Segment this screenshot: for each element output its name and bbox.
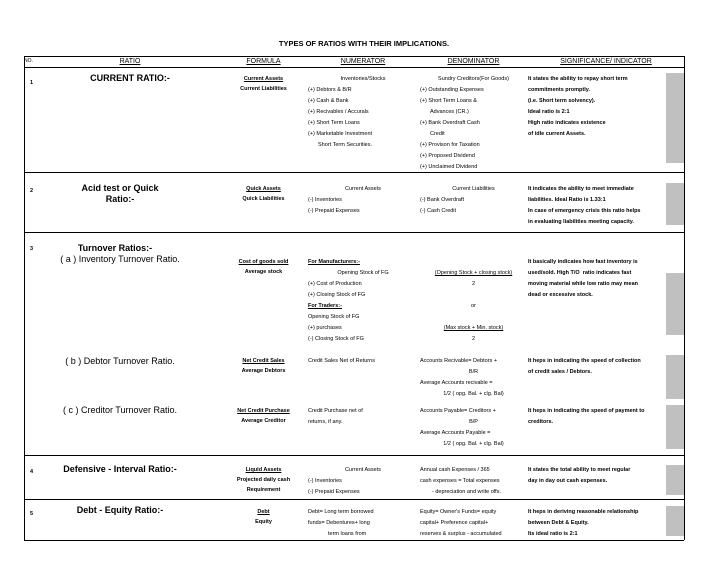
- formula-denominator: Average stock: [244, 269, 283, 275]
- ratio-name: Defensive - Interval Ratio:-: [63, 464, 177, 474]
- numerator-line: (+) purchases: [308, 325, 342, 331]
- row-rule: [24, 540, 684, 541]
- numerator-line: funds= Debentures+ long: [308, 520, 370, 526]
- denominator-line: (+) Unclaimed Dividend: [420, 164, 478, 170]
- header-bottom-rule: [24, 67, 684, 68]
- significance-line: of idle current Assets.: [528, 131, 586, 137]
- denominator-line: (-) Cash Credit: [420, 208, 457, 214]
- formula-denominator: Average Debtors: [241, 368, 286, 374]
- numerator-line: Debt= Long term borrowed: [308, 509, 374, 515]
- formula-denominator: Quick Liabilities: [242, 196, 285, 202]
- significance-line: It heps in indicating the speed of collection: [528, 358, 641, 364]
- formula-denominator: Current Liabilities: [240, 86, 287, 92]
- denominator-line: B/R: [468, 369, 479, 375]
- significance-line: commitments promptly.: [528, 87, 590, 93]
- sheet-title: TYPES OF RATIOS WITH THEIR IMPLICATIONS.: [278, 39, 450, 48]
- header-no: NO.: [24, 58, 33, 64]
- numerator-line: For Traders:-: [308, 303, 342, 309]
- denominator-line: (-) Bank Overdraft: [420, 197, 465, 203]
- formula-numerator: Net Credit Sales: [242, 358, 285, 364]
- numerator-line: Current Assets: [344, 467, 382, 473]
- ratio-name: ( c ) Creditor Turnover Ratio.: [62, 405, 178, 415]
- formula-denominator: Equity: [255, 519, 272, 525]
- numerator-line: For Manufacturers:-: [308, 259, 360, 265]
- denominator-line: cash expenses = Total expenses: [420, 478, 500, 484]
- ratio-name: Debt - Equity Ratio:-: [76, 505, 164, 515]
- denominator-line: Accounts Payable= Creditors +: [420, 408, 496, 414]
- significance-line: moving material while low ratio may mean: [528, 281, 639, 287]
- numerator-line: Current Assets: [344, 186, 382, 192]
- ratio-name: ( b ) Debtor Turnover Ratio.: [65, 356, 175, 366]
- row-number: 4: [30, 469, 34, 475]
- denominator-line: 1/2 ( opg. Bal. + clg. Bal): [443, 391, 504, 397]
- numerator-line: Credit Sales Net of Returns: [308, 358, 375, 364]
- formula-numerator: Cost of goods sold: [238, 259, 289, 265]
- significance-line: In case of emergency crisis this ratio helps: [528, 208, 641, 214]
- ratio-group-name: Turnover Ratios:-: [77, 243, 153, 253]
- denominator-line: (Opening Stock + closing stock): [434, 270, 513, 276]
- significance-line: High ratio indicates existence: [528, 120, 606, 126]
- formula-denominator: Average Creditor: [241, 418, 286, 424]
- denominator-line: 2: [471, 281, 476, 287]
- formula-numerator: Net Credit Purchase: [237, 408, 290, 414]
- header-denominator: DENOMINATOR: [447, 58, 500, 65]
- numerator-line: (-) Inventories: [308, 478, 342, 484]
- significance-line: It heps in deriving reasonable relationship: [528, 509, 639, 515]
- denominator-line: 1/2 ( opg. Bal. + clg. Bal): [443, 441, 504, 447]
- ratio-name: Acid test or Quick Ratio:-: [81, 183, 159, 204]
- significance-line: creditors.: [528, 419, 554, 425]
- col-rule: [684, 56, 685, 540]
- numerator-line: (-) Prepaid Expenses: [308, 489, 360, 495]
- row-number: 1: [30, 80, 34, 86]
- numerator-line: Credit Purchase net of: [308, 408, 363, 414]
- numerator-line: (-) Inventories: [308, 197, 342, 203]
- numerator-line: Short Term Securities.: [318, 142, 373, 148]
- numerator-line: (+) Recivables / Accurals: [308, 109, 369, 115]
- significance-line: It states the ability to repay short term: [528, 76, 628, 82]
- numerator-line: returns, if any.: [308, 419, 343, 425]
- significance-line: It indicates the ability to meet immediate: [528, 186, 634, 192]
- row-rule: [24, 232, 684, 233]
- denominator-line: Equity= Owner's Funds= equity: [420, 509, 497, 515]
- formula-numerator: Liquid Assets: [245, 467, 282, 473]
- numerator-line: term loans from: [328, 531, 367, 537]
- numerator-line: (+) Debtors & B/R: [308, 87, 352, 93]
- row-number: 3: [30, 246, 34, 252]
- numerator-line: Opening Stock of FG: [308, 314, 360, 320]
- significance-line: of credit sales / Debtors.: [528, 369, 592, 375]
- ratio-name: ( a ) Inventory Turnover Ratio.: [60, 254, 180, 264]
- numerator-line: Opening Stock of FG: [337, 270, 389, 276]
- significance-line: It heps in indicating the speed of payment to: [528, 408, 645, 414]
- denominator-line: reserves & surplus - accumulated: [420, 531, 502, 537]
- denominator-line: (+) Proposed Dividend: [420, 153, 475, 159]
- denominator-line: capital+ Preference capital+: [420, 520, 489, 526]
- denominator-line: Sundry Creditors(For Goods): [438, 76, 509, 82]
- numerator-line: (-) Prepaid Expenses: [308, 208, 360, 214]
- row-number: 2: [30, 188, 34, 194]
- header-numerator: NUMERATOR: [340, 58, 386, 65]
- denominator-line: (+) Provison for Taxation: [420, 142, 480, 148]
- numerator-line: (+) Closing Stock of FG: [308, 292, 366, 298]
- denominator-line: (+) Outstanding Expenses: [420, 87, 484, 93]
- formula-denominator: Projected daily cash: [236, 477, 291, 483]
- denominator-line: - depreciation and write offs.: [432, 489, 501, 495]
- denominator-line: Current Liabilities: [452, 186, 495, 192]
- col-rule: [24, 56, 25, 540]
- row-number: 5: [30, 511, 34, 517]
- denominator-line: or: [471, 303, 476, 309]
- numerator-line: (+) Marketable Investment: [308, 131, 373, 137]
- header-formula: FORMULA: [246, 58, 281, 65]
- header-ratio: RATIO: [119, 58, 141, 65]
- significance-line: It basically indicates how fast inventory is: [528, 259, 638, 265]
- significance-line: between Debt & Equity.: [528, 520, 589, 526]
- significance-line: in evaluating liabilities meeting capacity.: [528, 219, 634, 225]
- denominator-line: (+) Bank Overdraft Cash: [420, 120, 480, 126]
- denominator-line: Average Accounts Payable =: [420, 430, 491, 436]
- significance-line: It states the total ability to meet regular: [528, 467, 631, 473]
- ratio-name: CURRENT RATIO:-: [90, 73, 170, 83]
- significance-line: dead or excessive stock.: [528, 292, 593, 298]
- significance-line: used/sold. High T/O ratio indicates fast: [528, 270, 632, 276]
- row-rule: [24, 455, 684, 456]
- numerator-line: (+) Short Term Loans: [308, 120, 360, 126]
- row-rule: [24, 172, 684, 173]
- formula-numerator: Quick Assets: [246, 186, 281, 192]
- denominator-line: Accounts Recivable= Debtors +: [420, 358, 498, 364]
- denominator-line: Advances (CR.): [430, 109, 469, 115]
- denominator-line: (Max stock + Min. stock): [443, 325, 504, 331]
- formula-numerator: Current Assets: [243, 76, 284, 82]
- significance-line: Its ideal ratio is 2:1: [528, 531, 578, 537]
- denominator-line: Average Accounts recivable =: [420, 380, 493, 386]
- numerator-line: (-) Closing Stock of FG: [308, 336, 364, 342]
- numerator-line: (+) Cash & Bank: [308, 98, 349, 104]
- row-rule: [24, 499, 684, 500]
- significance-line: (i.e. Short term solvency).: [528, 98, 596, 104]
- denominator-line: B/P: [469, 419, 478, 425]
- formula-denominator: Requirement: [246, 487, 281, 493]
- significance-line: liabilities. Ideal Ratio is 1.33:1: [528, 197, 606, 203]
- header-significance: SIGNIFICANCE/ INDICATOR: [560, 58, 652, 65]
- denominator-line: Credit: [430, 131, 445, 137]
- denominator-line: (+) Short Term Loans &: [420, 98, 477, 104]
- denominator-line: Annual cash Expenses / 365: [420, 467, 490, 473]
- significance-line: Ideal ratio is 2:1: [528, 109, 570, 115]
- formula-numerator: Debt: [257, 509, 270, 515]
- denominator-line: 2: [471, 336, 476, 342]
- significance-line: day in day out cash expenses.: [528, 478, 608, 484]
- numerator-line: Inventories/Stocks: [340, 76, 386, 82]
- numerator-line: (+) Cost of Production: [308, 281, 362, 287]
